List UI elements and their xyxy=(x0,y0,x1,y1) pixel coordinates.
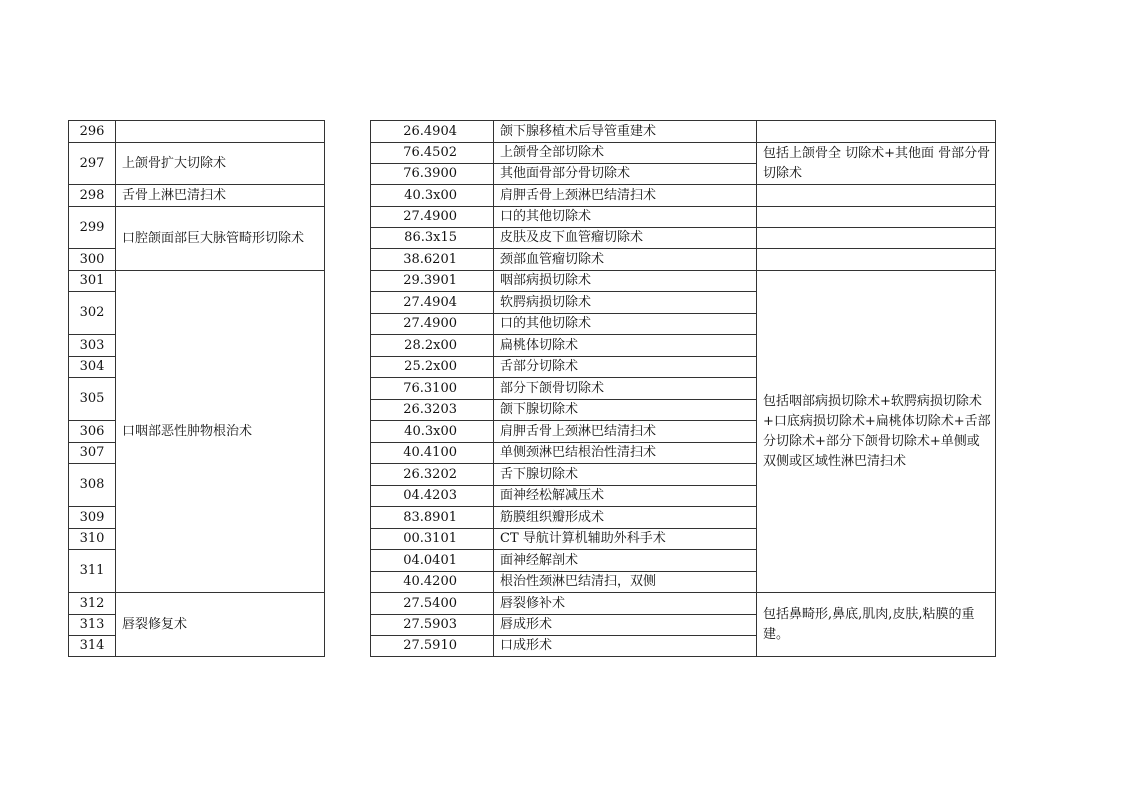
table-row xyxy=(371,593,996,615)
note-cell xyxy=(757,228,996,249)
procedure-code: 76.3100 xyxy=(371,378,494,400)
procedure-name: 扁桃体切除术 xyxy=(494,335,757,357)
table-row xyxy=(69,143,325,185)
item-name: 舌骨上淋巴清扫术 xyxy=(116,185,325,207)
procedure-name: 单侧颈淋巴结根治性清扫术 xyxy=(494,443,757,464)
procedure-name: 其他面骨部分骨切除术 xyxy=(494,164,757,185)
item-number: 297 xyxy=(69,143,116,185)
procedure-code: 40.3x00 xyxy=(371,421,494,443)
item-number: 308 xyxy=(69,464,116,507)
item-number: 303 xyxy=(69,335,116,357)
procedure-name: 口成形术 xyxy=(494,636,757,657)
procedure-code: 76.3900 xyxy=(371,164,494,185)
item-number: 306 xyxy=(69,421,116,443)
procedure-name: 软腭病损切除术 xyxy=(494,292,757,314)
table-row xyxy=(69,121,325,143)
procedure-code: 28.2x00 xyxy=(371,335,494,357)
procedure-code: 26.3203 xyxy=(371,400,494,421)
item-number: 310 xyxy=(69,529,116,550)
procedure-code: 27.5400 xyxy=(371,593,494,615)
note-cell xyxy=(757,185,996,207)
table-row xyxy=(371,185,996,207)
table-row xyxy=(371,143,996,164)
item-number: 300 xyxy=(69,249,116,271)
procedure-code: 27.4904 xyxy=(371,292,494,314)
procedure-name: 皮肤及皮下血管瘤切除术 xyxy=(494,228,757,249)
procedure-name: 颌下腺移植术后导管重建术 xyxy=(494,121,757,143)
item-number: 301 xyxy=(69,271,116,292)
procedure-name: 面神经解剖术 xyxy=(494,550,757,572)
procedure-code: 00.3101 xyxy=(371,529,494,550)
item-number: 305 xyxy=(69,378,116,421)
note-cell xyxy=(757,249,996,271)
procedure-name: 咽部病损切除术 xyxy=(494,271,757,292)
note-cell xyxy=(757,207,996,228)
note-cell: 包括鼻畸形,鼻底,肌肉,皮肤,粘膜的重建。 xyxy=(757,593,996,657)
table-row xyxy=(371,207,996,228)
procedure-name: 颌下腺切除术 xyxy=(494,400,757,421)
procedure-name: 口的其他切除术 xyxy=(494,314,757,335)
item-number: 298 xyxy=(69,185,116,207)
procedure-code: 86.3x15 xyxy=(371,228,494,249)
item-number: 307 xyxy=(69,443,116,464)
item-number: 314 xyxy=(69,636,116,657)
procedure-code: 27.5903 xyxy=(371,615,494,636)
item-name: 唇裂修复术 xyxy=(116,593,325,657)
item-number: 313 xyxy=(69,615,116,636)
procedure-name: 颈部血管瘤切除术 xyxy=(494,249,757,271)
left-table xyxy=(68,120,325,657)
procedure-name: CT 导航计算机辅助外科手术 xyxy=(494,529,757,550)
item-name: 口咽部恶性肿物根治术 xyxy=(116,271,325,593)
procedure-code: 38.6201 xyxy=(371,249,494,271)
item-name xyxy=(116,121,325,143)
table-row xyxy=(69,207,325,249)
right-table xyxy=(370,120,996,657)
procedure-code: 76.4502 xyxy=(371,143,494,164)
item-number: 296 xyxy=(69,121,116,143)
procedure-name: 根治性颈淋巴结清扫，双侧 xyxy=(494,572,757,593)
item-number: 311 xyxy=(69,550,116,593)
procedure-code: 40.3x00 xyxy=(371,185,494,207)
procedure-name: 唇裂修补术 xyxy=(494,593,757,615)
table-row xyxy=(371,249,996,271)
procedure-name: 面神经松解减压术 xyxy=(494,486,757,507)
table-row xyxy=(371,228,996,249)
procedure-code: 27.5910 xyxy=(371,636,494,657)
procedure-name: 肩胛舌骨上颈淋巴结清扫术 xyxy=(494,185,757,207)
note-cell xyxy=(757,121,996,143)
procedure-code: 25.2x00 xyxy=(371,357,494,378)
note-cell: 包括咽部病损切除术+软腭病损切除术+口底病损切除术+扁桃体切除术+舌部分切除术+部分下颌骨切除术+单侧或双侧或区域性淋巴清扫术 xyxy=(757,271,996,593)
procedure-code: 40.4100 xyxy=(371,443,494,464)
item-name: 上颌骨扩大切除术 xyxy=(116,143,325,185)
procedure-name: 部分下颌骨切除术 xyxy=(494,378,757,400)
procedure-name: 肩胛舌骨上颈淋巴结清扫术 xyxy=(494,421,757,443)
table-row xyxy=(69,185,325,207)
procedure-name: 上颌骨全部切除术 xyxy=(494,143,757,164)
procedure-code: 26.3202 xyxy=(371,464,494,486)
procedure-code: 29.3901 xyxy=(371,271,494,292)
table-row xyxy=(69,593,325,615)
procedure-code: 04.0401 xyxy=(371,550,494,572)
procedure-code: 04.4203 xyxy=(371,486,494,507)
procedure-code: 83.8901 xyxy=(371,507,494,529)
procedure-code: 27.4900 xyxy=(371,207,494,228)
table-row xyxy=(371,271,996,292)
table-row xyxy=(69,271,325,292)
procedure-name: 唇成形术 xyxy=(494,615,757,636)
item-number: 309 xyxy=(69,507,116,529)
procedure-name: 口的其他切除术 xyxy=(494,207,757,228)
item-number: 302 xyxy=(69,292,116,335)
procedure-name: 舌下腺切除术 xyxy=(494,464,757,486)
item-number: 299 xyxy=(69,207,116,249)
item-number: 312 xyxy=(69,593,116,615)
note-cell: 包括上颌骨全 切除术+其他面 骨部分骨切除术 xyxy=(757,143,996,185)
table-row xyxy=(371,121,996,143)
item-number: 304 xyxy=(69,357,116,378)
procedure-name: 舌部分切除术 xyxy=(494,357,757,378)
procedure-code: 40.4200 xyxy=(371,572,494,593)
procedure-name: 筋膜组织瓣形成术 xyxy=(494,507,757,529)
procedure-code: 27.4900 xyxy=(371,314,494,335)
item-name: 口腔颌面部巨大脉管畸形切除术 xyxy=(116,207,325,271)
procedure-code: 26.4904 xyxy=(371,121,494,143)
